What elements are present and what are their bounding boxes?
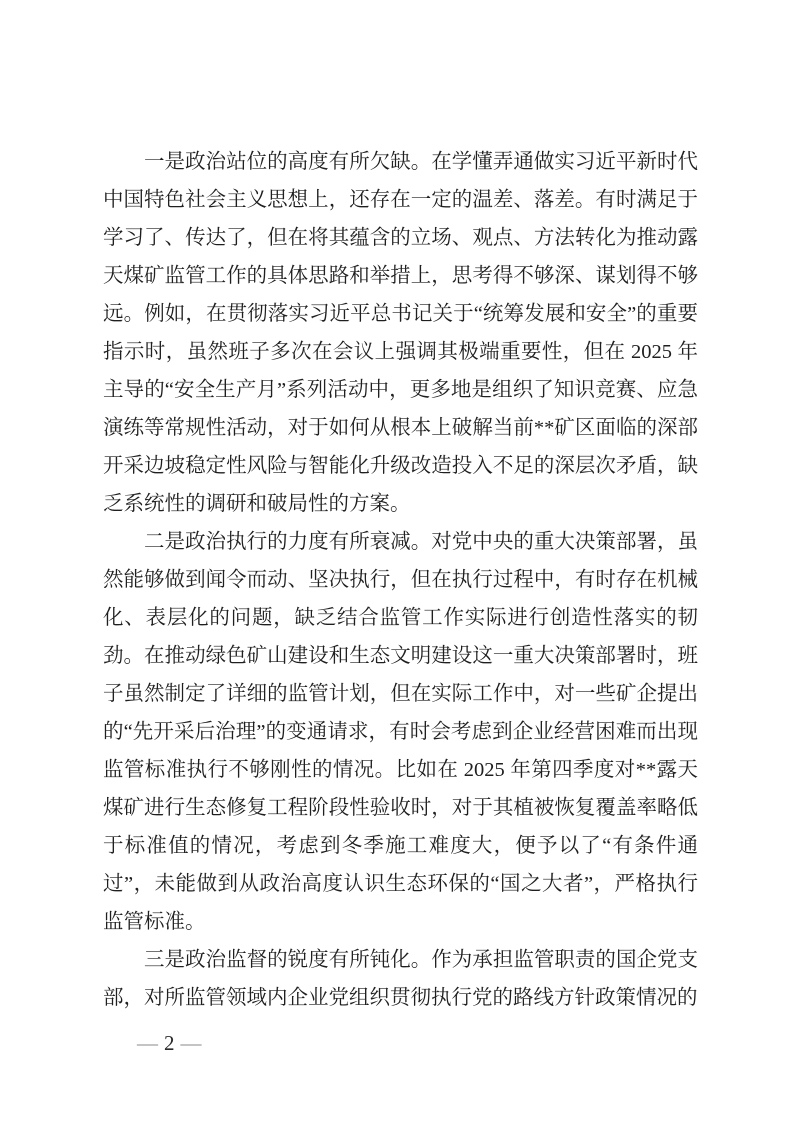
paragraph-political-supervision: 三是政治监督的锐度有所钝化。作为承担监管职责的国企党支部，对所监管领域内企业党组织贯彻执行党的路线方针政策情况的 (103, 949, 698, 1009)
paragraph-political-stance: 一是政治站位的高度有所欠缺。在学懂弄通做实习近平新时代中国特色社会主义思想上，还存在一定的温差、落差。有时满足于学习了、传达了，但在将其蕴含的立场、观点、方法转化为推动露天煤矿监管工作的具体思路和举措上，思考得不够深、谋划得不够远。例如，在贯彻落实习近平总书记关于“统筹发展和安全”的重要指示时，虽然班子多次在会议上强调其极端重要性，但在 2025 年主导的“安全生产月”系列活动中，更多地是组织了知识竞赛、应急演练等常规性活动，对于如何从根本上破解当前**矿区面临的深部开采边坡稳定性风险与智能化升级改造投入不足的深层次矛盾，缺乏系统性的调研和破局性的方案。 (103, 151, 698, 515)
document-body (103, 143, 698, 1017)
page-number-right-dash: — (180, 1031, 204, 1055)
page-number-value: 2 (164, 1031, 177, 1055)
page-number (133, 1029, 208, 1057)
paragraph-political-execution: 二是政治执行的力度有所衰减。对党中央的重大决策部署，虽然能够做到闻令而动、坚决执行，但在执行过程中，有时存在机械化、表层化的问题，缺乏结合监管工作实际进行创造性落实的韧劲。在推动绿色矿山建设和生态文明建设这一重大决策部署时，班子虽然制定了详细的监管计划，但在实际工作中，对一些矿企提出的“先开采后治理”的变通请求，有时会考虑到企业经营困难而出现监管标准执行不够刚性的情况。比如在 2025 年第四季度对**露天煤矿进行生态修复工程阶段性验收时，对于其植被恢复覆盖率略低于标准值的情况，考虑到冬季施工难度大，便予以了“有条件通过”，未能做到从政治高度认识生态环保的“国之大者”，严格执行监管标准。 (103, 531, 698, 933)
page-number-left-dash: — (137, 1031, 160, 1055)
